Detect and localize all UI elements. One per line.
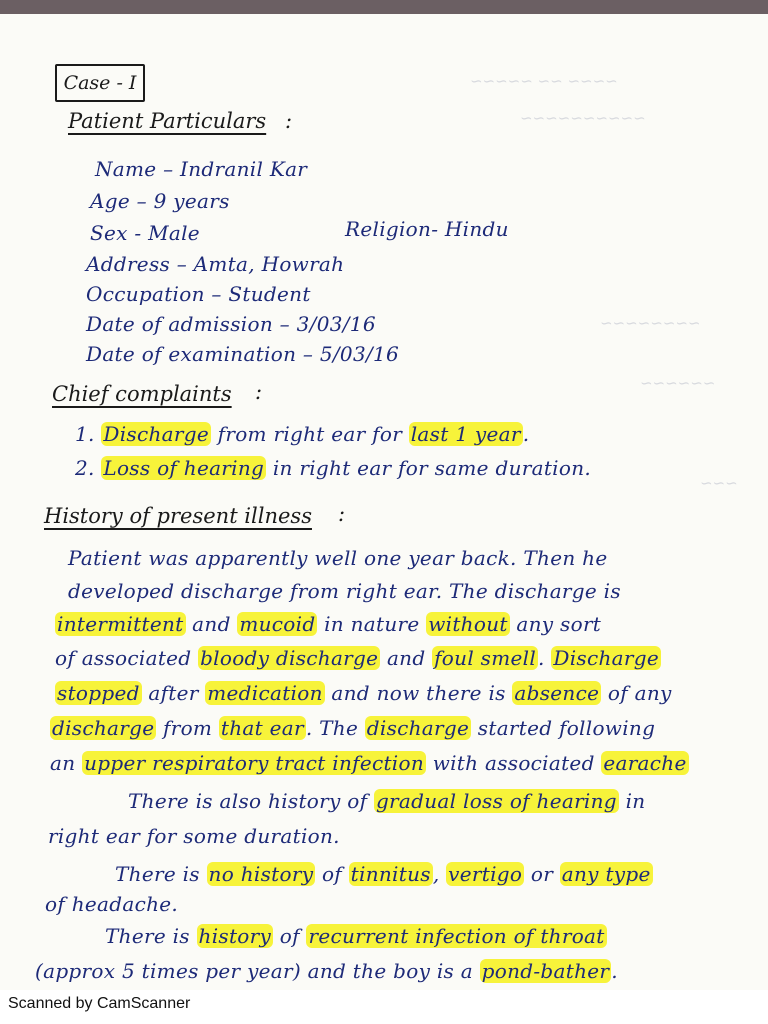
highlight: without (428, 612, 508, 636)
text-span: of (315, 862, 349, 886)
text-span: with associated (426, 751, 602, 775)
history-heading: History of present illness (44, 504, 312, 528)
patient-name: Name – Indranil Kar (95, 157, 308, 181)
text-span: of (273, 924, 307, 948)
bleed-through-text: ~~~~~~~~ (600, 314, 701, 332)
highlight: stopped (57, 681, 140, 705)
history-line (35, 959, 618, 983)
history-line: Patient was apparently well one year back. Then he (68, 546, 608, 570)
bleed-through-text: ~~~~~~ (640, 374, 716, 392)
text-span: . (522, 422, 530, 446)
history-line (55, 612, 601, 636)
bleed-through-text: ~~~~ ~~ ~~~~~ (470, 72, 618, 90)
highlight: recurrent infection of throat (308, 924, 605, 948)
highlight: medication (207, 681, 323, 705)
date-of-examination: Date of examination – 5/03/16 (86, 342, 400, 366)
complaint-1-number: 1. (75, 422, 95, 446)
text-span: or (524, 862, 560, 886)
highlight: bloody discharge (200, 646, 379, 670)
history-line: developed discharge from right ear. The discharge is (68, 579, 621, 603)
highlight: gradual loss of hearing (375, 789, 617, 813)
chief-complaints-heading: Chief complaints (52, 382, 232, 406)
patient-address: Address – Amta, Howrah (86, 252, 345, 276)
patient-particulars-heading: Patient Particulars (68, 109, 267, 133)
text-span: any sort (509, 612, 602, 636)
complaint-2-number: 2. (75, 456, 95, 480)
highlight: earache (603, 751, 687, 775)
text-span: . (538, 646, 552, 670)
text-span: of any (601, 681, 672, 705)
text-span: , (432, 862, 447, 886)
highlight: upper respiratory tract infection (84, 751, 425, 775)
history-line (105, 924, 607, 948)
highlight: discharge (52, 716, 155, 740)
history-line: right ear for some duration. (48, 824, 340, 848)
heading-colon: : (338, 502, 346, 526)
text-span: of associated (55, 646, 199, 670)
history-line (55, 681, 672, 705)
highlight: Loss of hearing (103, 456, 265, 480)
history-line (128, 789, 645, 813)
bleed-through-text: ~~~~~~~~~~ (520, 109, 646, 127)
highlight: last 1 year (410, 422, 521, 446)
text-span: . The (305, 716, 365, 740)
heading-colon: : (255, 380, 263, 404)
complaint-2 (75, 456, 591, 480)
highlight: pond-bather (481, 959, 610, 983)
patient-sex: Sex - Male (90, 221, 200, 245)
history-line (50, 716, 655, 740)
text-span: an (50, 751, 83, 775)
text-span: . (611, 959, 618, 983)
text-span: There is (105, 924, 197, 948)
highlight: mucoid (239, 612, 316, 636)
highlight: no history (208, 862, 314, 886)
highlight: Discharge (553, 646, 659, 670)
history-line: of headache. (45, 892, 179, 916)
history-line (115, 862, 653, 886)
text-span: There is also history of (128, 789, 374, 813)
text-span: started following (471, 716, 656, 740)
highlight: foul smell (434, 646, 537, 670)
text-span: and (380, 646, 433, 670)
highlight: tinnitus (350, 862, 431, 886)
highlight: that ear (220, 716, 304, 740)
text-span: in (618, 789, 646, 813)
history-line (50, 751, 689, 775)
highlight: intermittent (57, 612, 184, 636)
text-span: from (156, 716, 219, 740)
highlight: Discharge (103, 422, 209, 446)
highlight: discharge (366, 716, 470, 740)
highlight: history (198, 924, 272, 948)
scanner-watermark: Scanned by CamScanner (8, 995, 191, 1012)
highlight: vertigo (448, 862, 523, 886)
patient-age: Age – 9 years (90, 189, 230, 213)
text-span: There is (115, 862, 207, 886)
text-span: and now there is (324, 681, 513, 705)
text-span: from right ear for (210, 422, 409, 446)
heading-colon: : (285, 109, 293, 133)
text-span: in right ear for same duration. (266, 456, 592, 480)
date-of-admission: Date of admission – 3/03/16 (86, 312, 376, 336)
patient-religion: Religion- Hindu (345, 217, 509, 241)
text-span: and (185, 612, 238, 636)
complaint-1 (75, 422, 529, 446)
highlight: absence (514, 681, 600, 705)
patient-occupation: Occupation – Student (86, 282, 311, 306)
text-span: (approx 5 times per year) and the boy is a (35, 959, 480, 983)
case-label: Case - I (63, 72, 137, 94)
bleed-through-text: ~~~ (700, 474, 738, 492)
text-span: in nature (317, 612, 427, 636)
history-line (55, 646, 661, 670)
case-label-box (55, 64, 145, 102)
highlight: any type (561, 862, 651, 886)
text-span: after (141, 681, 206, 705)
